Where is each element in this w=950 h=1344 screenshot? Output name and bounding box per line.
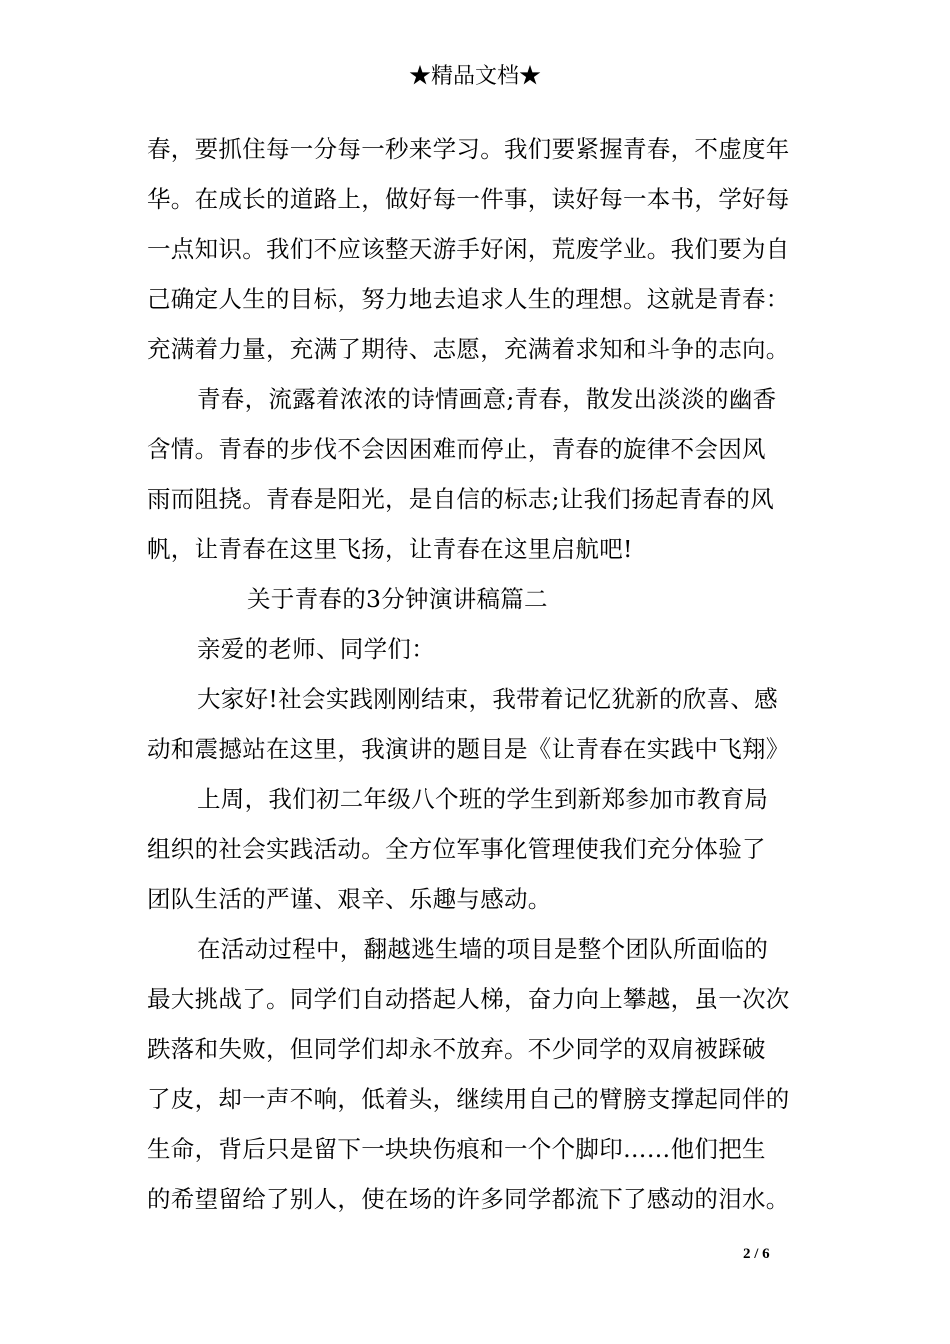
body-line: 跌落和失败，但同学们却永不放弃。不少同学的双肩被踩破 [147, 1035, 766, 1063]
body-line: 春，要抓住每一分每一秒来学习。我们要紧握青春，不虚度年 [147, 135, 790, 163]
body-line: 华。在成长的道路上，做好每一件事，读好每一本书，学好每 [147, 185, 790, 213]
body-line: 帆，让青春在这里飞扬，让青春在这里启航吧! [147, 535, 633, 563]
body-line: 上周，我们初二年级八个班的学生到新郑参加市教育局 [197, 785, 769, 813]
body-line: 充满着力量，充满了期待、志愿，充满着求知和斗争的志向。 [147, 335, 790, 363]
document-header: ★精品文档★ [408, 64, 541, 89]
body-line: 动和震撼站在这里，我演讲的题目是《让青春在实践中飞翔》 [147, 735, 790, 763]
body-line: 团队生活的严谨、艰辛、乐趣与感动。 [147, 885, 552, 913]
body-line: 己确定人生的目标，努力地去追求人生的理想。这就是青春： [147, 285, 790, 313]
page-number: 2 / 6 [743, 1246, 770, 1262]
body-line: 最大挑战了。同学们自动搭起人梯，奋力向上攀越，虽一次次 [147, 985, 790, 1013]
salutation: 亲爱的老师、同学们： [197, 635, 435, 663]
body-line: 在活动过程中，翻越逃生墙的项目是整个团队所面临的 [197, 935, 769, 963]
body-line: 的希望留给了别人，使在场的许多同学都流下了感动的泪水。 [147, 1185, 790, 1213]
body-line: 了皮，却一声不响，低着头，继续用自己的臂膀支撑起同伴的 [147, 1085, 790, 1113]
section-title: 关于青春的3分钟演讲稿篇二 [247, 585, 548, 613]
body-line: 青春，流露着浓浓的诗情画意;青春，散发出淡淡的幽香 [197, 385, 777, 413]
body-line: 组织的社会实践活动。全方位军事化管理使我们充分体验了 [147, 835, 766, 863]
body-line: 含情。青春的步伐不会因困难而停止，青春的旋律不会因风 [147, 435, 766, 463]
body-line: 生命，背后只是留下一块块伤痕和一个个脚印……他们把生 [147, 1135, 766, 1163]
body-line: 一点知识。我们不应该整天游手好闲，荒废学业。我们要为自 [147, 235, 790, 263]
body-line: 大家好!社会实践刚刚结束，我带着记忆犹新的欣喜、感 [197, 685, 778, 713]
body-line: 雨而阻挠。青春是阳光，是自信的标志;让我们扬起青春的风 [147, 485, 775, 513]
